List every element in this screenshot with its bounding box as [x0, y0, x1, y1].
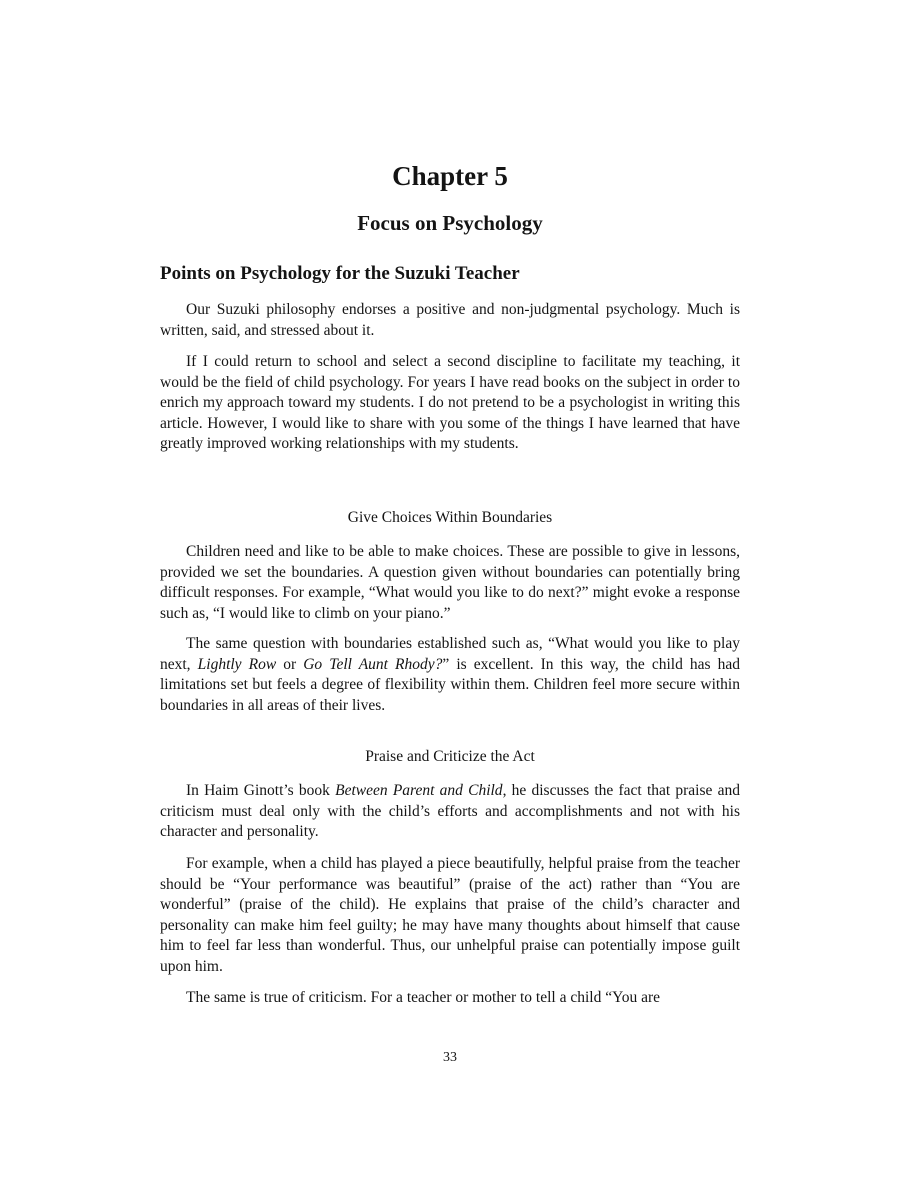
- subheading-give-choices: Give Choices Within Boundaries: [347, 509, 553, 526]
- page-number: 33: [443, 1050, 457, 1065]
- text-span: In Haim Ginott’s book: [186, 782, 336, 799]
- paragraph-choices-2: [160, 634, 740, 716]
- paragraph-intro-2: If I could return to school and select a second discipline to facilitate my teaching, it would be the field of child psychology. For years I have read books on the subject in order to enrich my approach toward my students. I do not pretend to be a psychologist in writing this article. However, I would like to share with you some of the things I have learned that have greatly improved working relationships with my students.: [160, 353, 740, 453]
- song-title-go-tell-aunt-rhody: Go Tell Aunt Rhody?: [303, 655, 443, 673]
- text-span: or: [276, 655, 304, 673]
- text-span: The same question with boundaries established such as, “What would you like to play next,: [160, 635, 740, 673]
- text-span: , he discusses the fact that praise and criticism must deal only with the child’s efforts and accomplishments and not with his character and personality.: [160, 782, 740, 841]
- subheading-praise-criticize: Praise and Criticize the Act: [365, 748, 535, 765]
- paragraph-choices-1: Children need and like to be able to make choices. These are possible to give in lessons, provided we set the boundaries. A question given without boundaries can potentially bring difficult responses. For example, “What would you like to do next?” might evoke a response such as, “I would like to climb on your piano.”: [160, 543, 740, 622]
- book-title: Between Parent and Child: [335, 782, 503, 799]
- song-title-lightly-row: Lightly Row: [197, 655, 277, 673]
- chapter-subtitle: Focus on Psychology: [357, 211, 543, 235]
- text-span: ” is excellent. In this way, the child has had limitations set but feels a degree of flexibility within them. Children feel more secure within boundaries in all areas of their lives.: [160, 655, 740, 714]
- chapter-title: Chapter 5: [392, 161, 508, 191]
- paragraph-praise-2: For example, when a child has played a piece beautifully, helpful praise from the teacher should be “Your performance was beautiful” (praise of the act) rather than “You are wonderful” (praise of the child). He explains that praise of the child’s character and personality can make him feel guilty; he may have many thoughts about himself that cause him to feel far less than wonderful. Thus, our unhelpful praise can potentially impose guilt upon him.: [160, 855, 740, 975]
- paragraph-praise-3: The same is true of criticism. For a teacher or mother to tell a child “You are: [186, 989, 661, 1006]
- paragraph-praise-1: [160, 781, 740, 843]
- section-heading: Points on Psychology for the Suzuki Teacher: [160, 263, 520, 284]
- paragraph-intro-1: Our Suzuki philosophy endorses a positive and non-judgmental psychology. Much is written, said, and stressed about it.: [160, 301, 740, 339]
